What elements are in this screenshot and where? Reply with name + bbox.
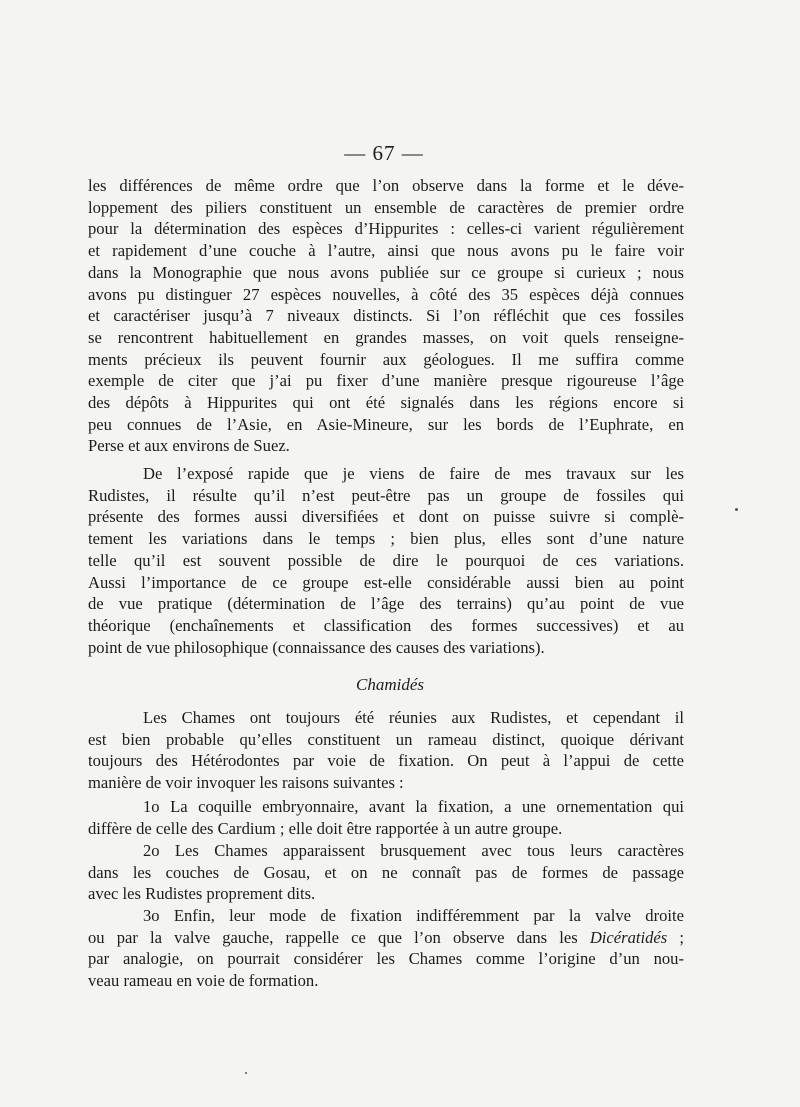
text-line: 1o La coquille embryonnaire, avant la fixation, a une ornementation qui bbox=[143, 797, 684, 816]
text-line: et rapidement d’une couche à l’autre, ainsi que nous avons pu le faire voir bbox=[88, 241, 684, 261]
text-line: dans la Monographie que nous avons publiée sur ce groupe si curieux ; nous bbox=[88, 262, 684, 282]
text-line: exemple de citer que j’ai pu fixer d’une manière presque rigoureuse l’âge bbox=[88, 371, 684, 391]
page-number: — 67 — bbox=[344, 141, 424, 165]
paragraph-hippurites bbox=[88, 175, 684, 457]
text-line: peu connues de l’Asie, en Asie-Mineure, sur les bords de l’Euphrate, en bbox=[88, 414, 684, 434]
text-line bbox=[88, 927, 684, 949]
paragraph-rudistes-summary bbox=[88, 463, 684, 658]
text-line: diffère de celle des Cardium ; elle doit être rapportée à un autre groupe. bbox=[88, 818, 563, 838]
scan-speck bbox=[245, 1072, 247, 1074]
text-line: des dépôts à Hippurites qui ont été signalés dans les régions encore si bbox=[88, 393, 684, 413]
text-segment: ou par la valve gauche, rappelle ce que l’on observe dans les bbox=[88, 927, 590, 947]
text-line: se rencontrent habituellement en grandes masses, on voit quels renseigne- bbox=[88, 327, 684, 347]
text-line: avons pu distinguer 27 espèces nouvelles, à côté des 35 espèces déjà connues bbox=[88, 284, 684, 304]
text-line: et caractériser jusqu’à 7 niveaux distincts. Si l’on réfléchit que ces fossiles bbox=[88, 306, 684, 326]
text-line: point de vue philosophique (connaissance des causes des variations). bbox=[88, 637, 545, 657]
text-line: 2o Les Chames apparaissent brusquement avec tous leurs caractères bbox=[143, 841, 684, 860]
list-item-point-1 bbox=[88, 796, 684, 839]
italic-term: Dicératidés bbox=[589, 927, 668, 947]
text-line: toujours des Hétérodontes par voie de fixation. On peut à l’appui de cette bbox=[88, 751, 684, 771]
scan-speck bbox=[735, 508, 738, 511]
list-item-point-2 bbox=[88, 840, 684, 905]
text-line: dans les couches de Gosau, et on ne connaît pas de formes de passage bbox=[88, 862, 684, 882]
text-line: les différences de même ordre que l’on observe dans la forme et le déve- bbox=[88, 176, 684, 195]
section-heading: Chamidés bbox=[356, 675, 424, 694]
text-line: Rudistes, il résulte qu’il n’est peut-être pas un groupe de fossiles qui bbox=[88, 485, 684, 505]
text-line: est bien probable qu’elles constituent un rameau distinct, quoique dérivant bbox=[88, 729, 684, 749]
text-line: ments précieux ils peuvent fournir aux géologues. Il me suffira comme bbox=[88, 349, 684, 369]
text-line: avec les Rudistes proprement dits. bbox=[88, 884, 316, 904]
text-line: de vue pratique (détermination de l’âge des terrains) qu’au point de vue bbox=[88, 594, 684, 614]
text-line: Perse et aux environs de Suez. bbox=[88, 436, 290, 456]
text-line: 3o Enfin, leur mode de fixation indifféremment par la valve droite bbox=[143, 906, 684, 925]
text-line: présente des formes aussi diversifiées et dont on puisse suivre si complè- bbox=[88, 507, 684, 527]
text-line: tement les variations dans le temps ; bien plus, elles sont d’une nature bbox=[88, 529, 684, 549]
text-line: telle qu’il est souvent possible de dire le pourquoi de ces variations. bbox=[88, 550, 684, 570]
text-line: Aussi l’importance de ce groupe est-elle considérable aussi bien au point bbox=[88, 572, 684, 592]
text-line: manière de voir invoquer les raisons suivantes : bbox=[88, 773, 404, 793]
text-line: théorique (enchaînements et classification des formes successives) et au bbox=[88, 615, 684, 635]
text-line: pour la détermination des espèces d’Hippurites : celles-ci varient régulièrement bbox=[88, 219, 684, 239]
text-line: loppement des piliers constituent un ensemble de caractères de premier ordre bbox=[88, 197, 684, 217]
text-line: veau rameau en voie de formation. bbox=[88, 971, 319, 991]
list-item-point-3 bbox=[88, 905, 684, 992]
paragraph-chames-intro bbox=[88, 707, 684, 794]
text-line: Les Chames ont toujours été réunies aux Rudistes, et cependant il bbox=[143, 708, 684, 727]
text-line: De l’exposé rapide que je viens de faire de mes travaux sur les bbox=[143, 464, 684, 483]
text-segment: ; bbox=[667, 927, 684, 947]
text-line: par analogie, on pourrait considérer les Chames comme l’origine d’un nou- bbox=[88, 949, 684, 969]
